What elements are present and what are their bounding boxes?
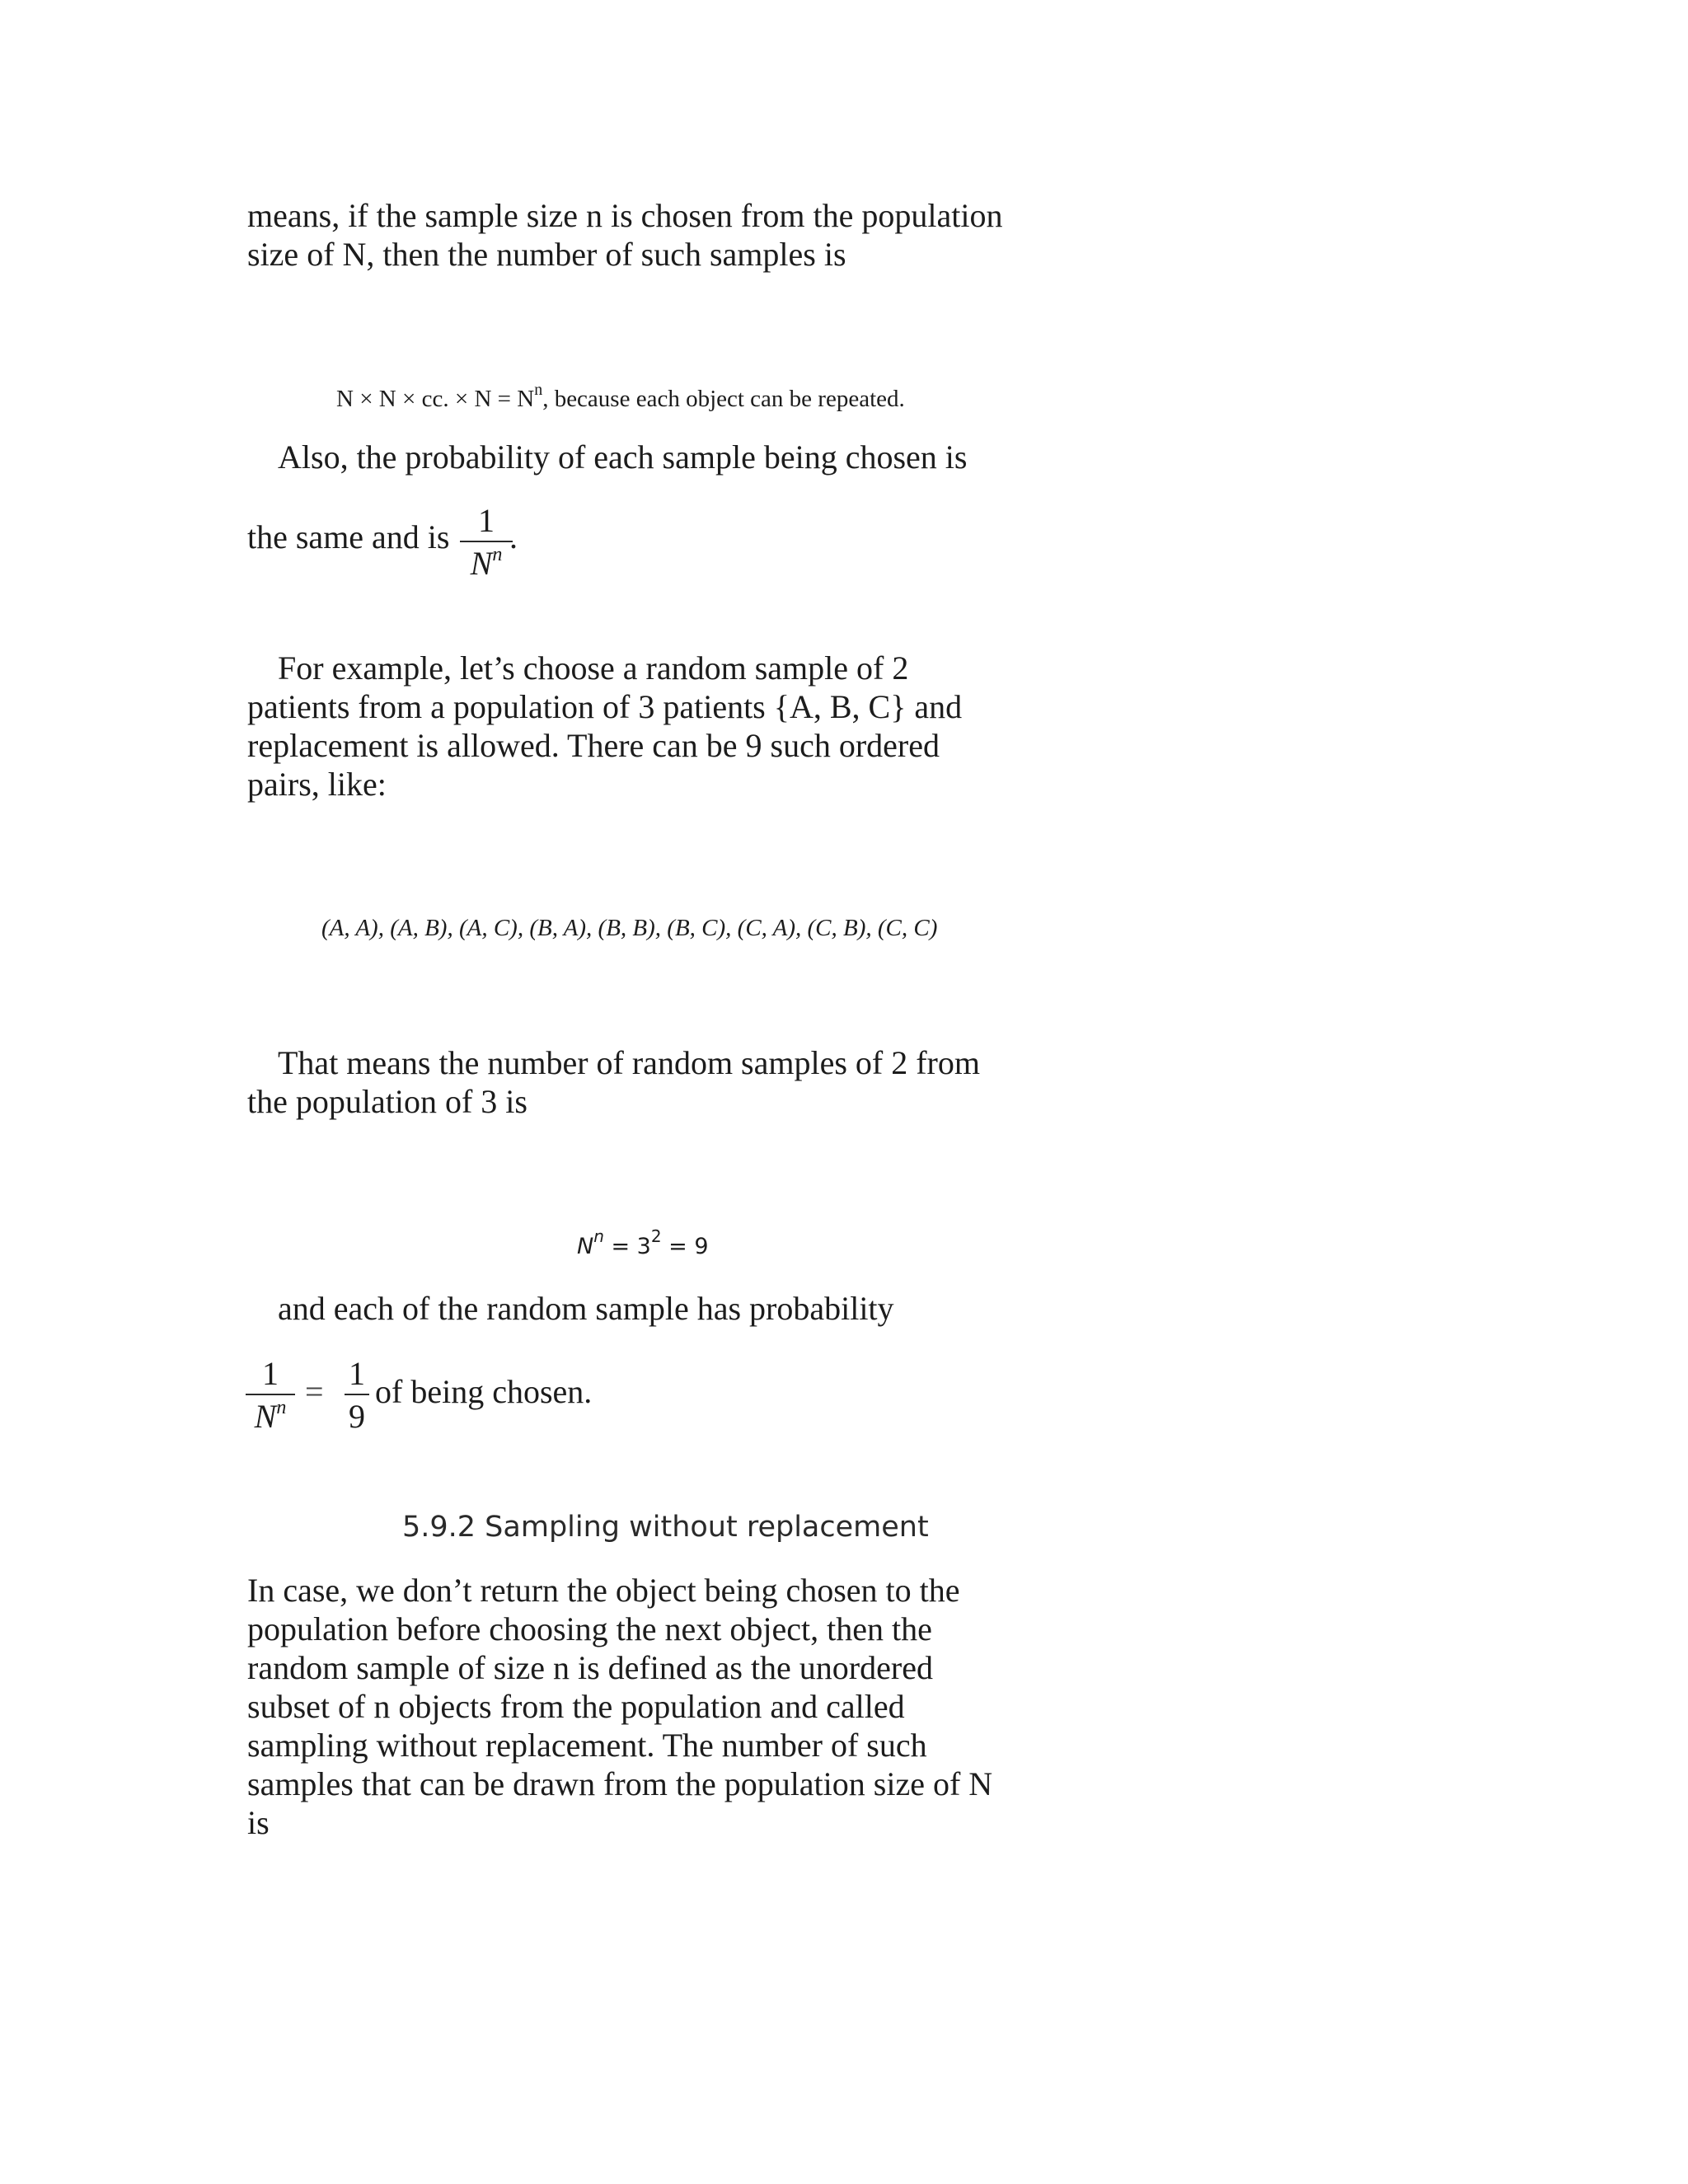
paragraph-6-line-6: samples that can be drawn from the population size of N: [247, 1765, 993, 1802]
equation-1-lhs: N × N × cc. × N = N: [336, 386, 535, 412]
fraction-denominator-exponent: n: [492, 544, 503, 566]
paragraph-6-line-5: sampling without replacement. The number of such: [247, 1727, 927, 1764]
ordered-pairs-list: (A, A), (A, B), (A, C), (B, A), (B, B), (B, C), (C, A), (C, B), (C, C): [321, 915, 938, 941]
paragraph-2-line-1: Also, the probability of each sample being chosen is: [278, 438, 968, 476]
fraction-one-over-n-power-n-2: [246, 1357, 295, 1433]
equation-2-mid: = 3: [603, 1234, 651, 1259]
paragraph-1-line-2: size of N, then the number of such samples is: [247, 236, 846, 273]
fraction-numerator: 1: [478, 502, 495, 539]
paragraph-3-line-1: For example, let’s choose a random sample of 2: [278, 649, 909, 687]
equation-samples-with-replacement: [336, 381, 905, 413]
paragraph-6-line-3: random sample of size n is defined as the unordered: [247, 1649, 933, 1686]
fraction-one-over-n-power-n: [460, 504, 513, 580]
equation-2-tail: = 9: [661, 1234, 709, 1259]
paragraph-5-line-1: and each of the random sample has probability: [278, 1290, 894, 1327]
fraction-1-numerator: 1: [262, 1355, 279, 1392]
equals-sign: =: [305, 1373, 324, 1410]
paragraph-6-line-1: In case, we don’t return the object being chosen to the: [247, 1572, 960, 1609]
fraction-2-denominator: 9: [349, 1398, 365, 1435]
paragraph-3-line-4: pairs, like:: [247, 766, 387, 803]
paragraph-6-line-7: is: [247, 1804, 270, 1841]
fraction-1-bar: [246, 1394, 295, 1395]
section-heading: 5.9.2 Sampling without replacement: [402, 1511, 929, 1544]
equation-2-base-exponent: n: [593, 1226, 604, 1246]
equation-2-base: N: [577, 1234, 594, 1259]
fraction-1-denominator: N: [254, 1398, 277, 1435]
fraction-one-ninth: [345, 1357, 369, 1433]
equation-1-exponent: n: [534, 381, 543, 399]
paragraph-5-trailing: of being chosen.: [375, 1373, 593, 1410]
paragraph-2-line-2: the same and is: [247, 518, 450, 555]
paragraph-2-period: .: [509, 518, 518, 555]
equation-1-tail: , because each object can be repeated.: [542, 386, 905, 412]
equation-2-mid-exponent: 2: [650, 1226, 662, 1246]
fraction-denominator: N: [470, 545, 493, 582]
paragraph-3-line-3: replacement is allowed. There can be 9 such ordered: [247, 727, 940, 764]
fraction-2-bar: [345, 1394, 369, 1395]
paragraph-4-line-1: That means the number of random samples of 2 from: [278, 1044, 980, 1081]
paragraph-1-line-1: means, if the sample size n is chosen from the population: [247, 197, 1003, 234]
fraction-bar: [460, 541, 513, 542]
paragraph-6-line-4: subset of n objects from the population and called: [247, 1688, 905, 1725]
equation-count-result: [577, 1226, 709, 1259]
fraction-2-numerator: 1: [349, 1355, 365, 1392]
paragraph-6-line-2: population before choosing the next object, then the: [247, 1610, 932, 1647]
paragraph-4-line-2: the population of 3 is: [247, 1083, 528, 1120]
fraction-1-denominator-exponent: n: [276, 1397, 287, 1419]
paragraph-3-line-2: patients from a population of 3 patients {A, B, C} and: [247, 688, 963, 725]
